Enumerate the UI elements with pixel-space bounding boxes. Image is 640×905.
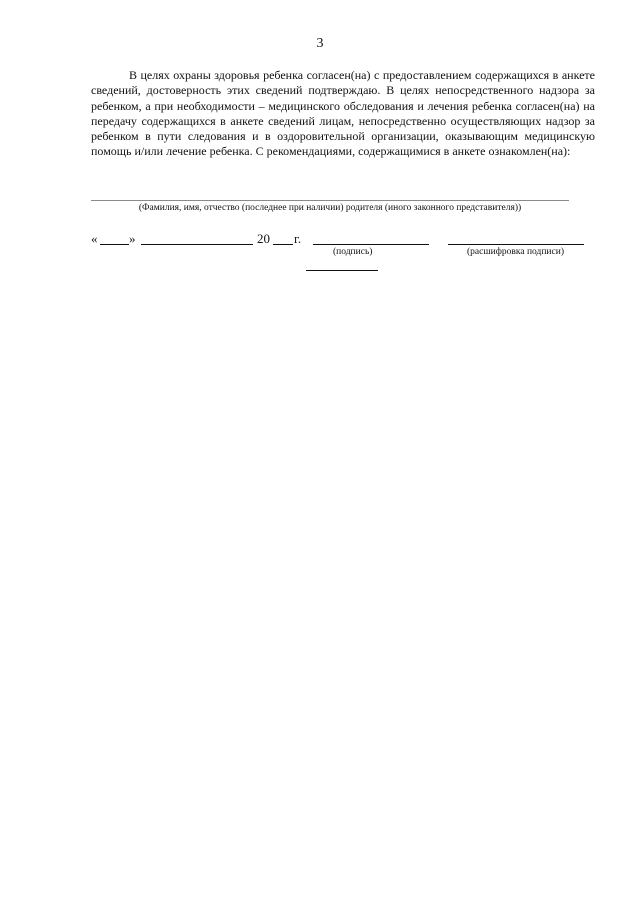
open-quote: « <box>91 231 98 246</box>
signature-caption: (подпись) <box>333 247 373 257</box>
month-field[interactable] <box>141 244 253 245</box>
year-prefix: 20 <box>257 231 270 246</box>
name-field-caption: (Фамилия, имя, отчество (последнее при наличии) родителя (иного законного представителя)) <box>138 203 522 213</box>
decoding-caption: (расшифровка подписи) <box>467 247 564 257</box>
day-field[interactable] <box>100 244 129 245</box>
year-suffix: г. <box>294 231 302 246</box>
extra-underline <box>306 270 378 271</box>
close-quote: » <box>129 231 136 246</box>
signature-decoding-field[interactable] <box>448 244 584 245</box>
name-field-line[interactable] <box>91 200 569 201</box>
page-number: 3 <box>316 36 324 51</box>
year-field[interactable] <box>273 244 293 245</box>
signature-field[interactable] <box>313 244 429 245</box>
consent-paragraph: В целях охраны здоровья ребенка согласен(на) с предоставлением содержащихся в анкете сведений, достоверность этих сведений подтверждаю. В целях непосредственного надзора за ребенком, а при необходимости – медицинского обследования и лечения ребенка согласен(на) на передачу содержащихся в анкете сведений лицам, непосредственно осуществляющих надзор за ребенком в пути следования и в оздоровительной организации, оказывающим медицинскую помощь и/или лечение ребенка. С рекомендациями, содержащимися в анкете ознакомлен(на): <box>91 68 595 159</box>
